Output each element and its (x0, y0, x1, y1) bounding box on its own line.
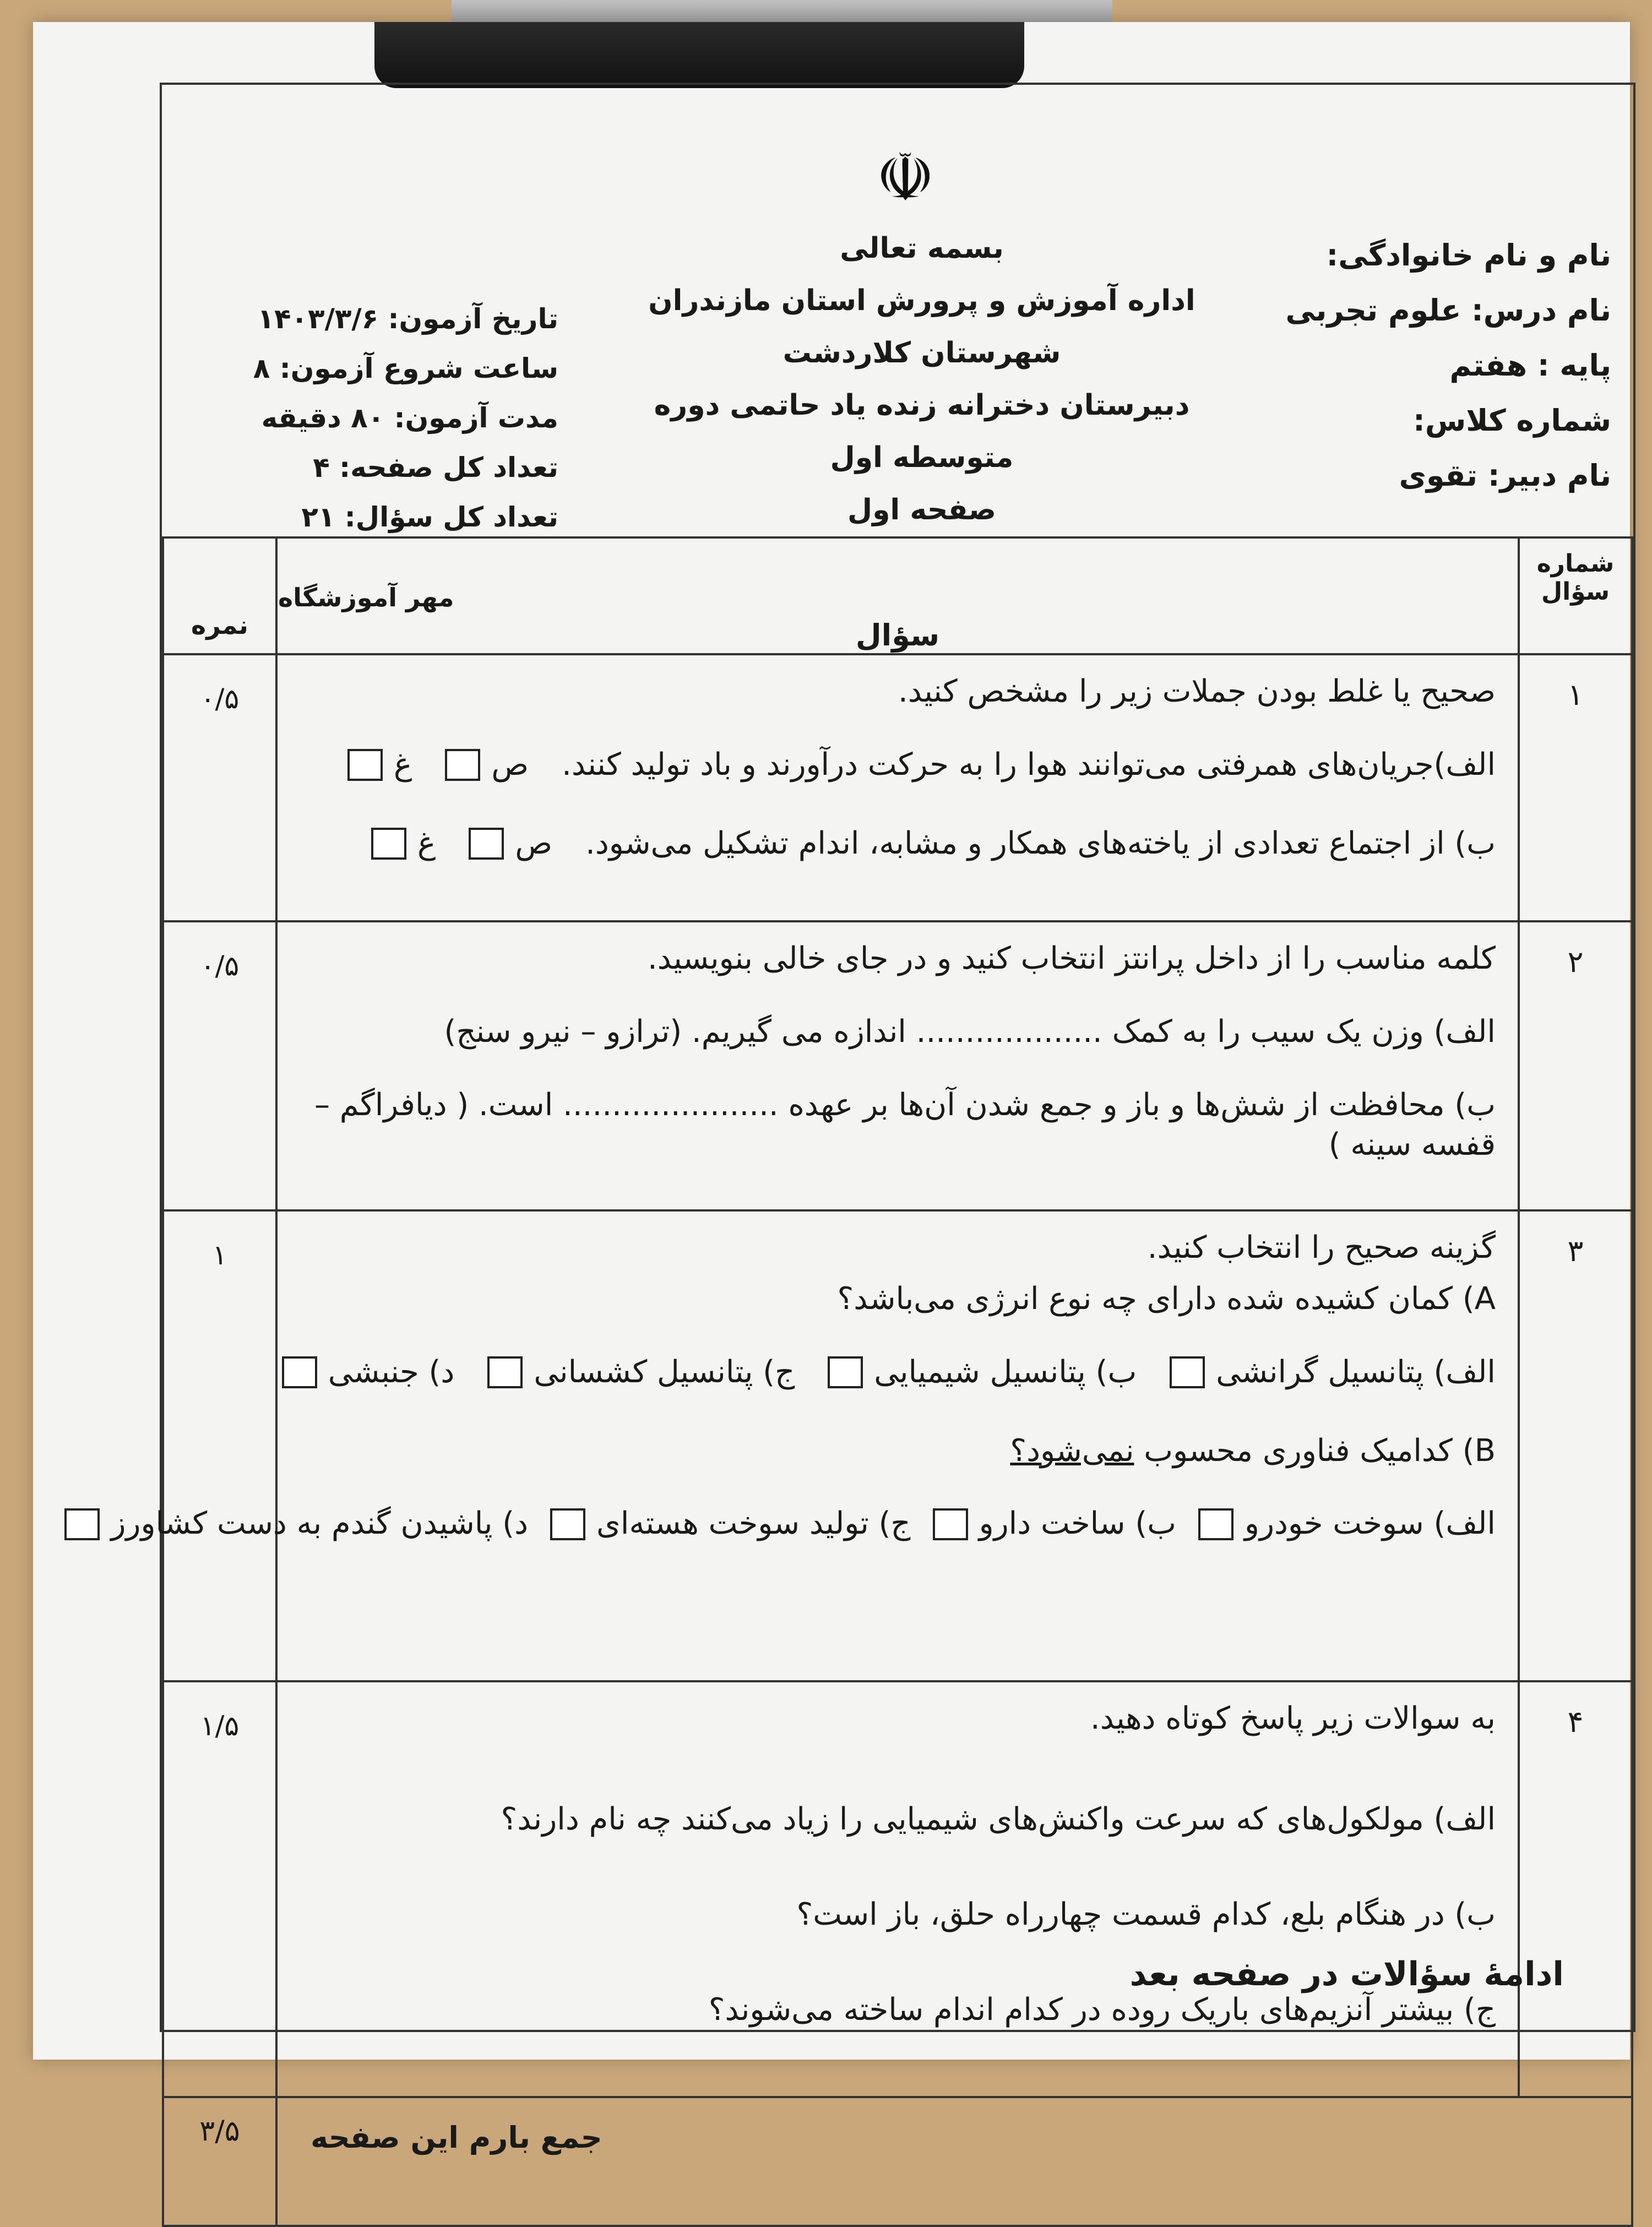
question-body (276, 654, 1519, 921)
option-label: ب) ساخت دارو (979, 1506, 1176, 1542)
option[interactable] (1170, 1353, 1496, 1393)
student-name-field: نام و نام خانوادگی: (1326, 238, 1611, 273)
table-header-row (163, 537, 1632, 654)
short-answer-c: ج) بیشتر آنزیم‌های باریک روده در کدام اندام ساخته می‌شوند؟ (708, 1991, 1496, 2028)
question-number: ۴ (1519, 1681, 1632, 2097)
true-option[interactable] (445, 745, 529, 785)
class-number-field: شماره کلاس: (1413, 403, 1611, 438)
total-pages: تعداد کل صفحه: ۴ (313, 452, 558, 484)
tf-item (300, 745, 1496, 785)
false-label: غ (417, 825, 436, 861)
duration: مدت آزمون: ۸۰ دقیقه (261, 402, 558, 434)
continue-note: ادامهٔ سؤالات در صفحه بعد (1129, 1955, 1564, 1994)
page-title: صفحه اول (847, 493, 997, 526)
fill-blank-b[interactable]: ب) محافظت از شش‌ها و باز و جمع شدن آن‌ها بر عهده ...................... است. ( دیافراگم – قفسه سینه ) (314, 1087, 1496, 1163)
checkbox[interactable] (933, 1508, 968, 1540)
options-b (111, 1504, 1496, 1544)
checkbox[interactable] (828, 1356, 863, 1388)
option[interactable] (64, 1504, 528, 1544)
option[interactable] (828, 1353, 1137, 1393)
option-label: ب) پتانسیل شیمیایی (874, 1354, 1137, 1390)
exam-date: تاریخ آزمون: ۱۴۰۳/۳/۶ (257, 303, 558, 335)
true-label: ص (515, 825, 553, 861)
sum-value: ۳/۵ (163, 2097, 276, 2226)
option-label: ج) تولید سوخت هسته‌ای (596, 1506, 911, 1542)
checkbox[interactable] (550, 1508, 585, 1540)
option-label: د) جنبشی (328, 1354, 455, 1390)
question-body (111, 1210, 1519, 1681)
question-row-1 (163, 654, 1632, 921)
question-row-3 (163, 1210, 1632, 1681)
teacher-field: نام دبیر: تقوی (1399, 458, 1611, 493)
student-info (1226, 228, 1611, 503)
question-number: ۳ (1519, 1210, 1632, 1681)
subquestion-b-emphasis: نمی‌شود؟ (1010, 1432, 1134, 1469)
checkbox[interactable] (445, 749, 480, 781)
subquestion-a: A) کمان کشیده شده دارای چه نوع انرژی می‌باشد؟ (837, 1280, 1496, 1317)
option[interactable] (282, 1353, 455, 1393)
header-score: نمره (163, 537, 276, 654)
subquestion-b-text: B) کدامیک فناوری محسوب (1134, 1432, 1496, 1469)
question-prompt: گزینه صحیح را انتخاب کنید. (1147, 1230, 1496, 1266)
checkbox[interactable] (347, 749, 383, 781)
option-label: الف) پتانسیل گرانشی (1216, 1354, 1496, 1390)
total-questions: تعداد کل سؤال: ۲۱ (301, 501, 558, 533)
city-name: شهرستان کلاردشت (782, 336, 1061, 370)
clipboard-clip (374, 22, 1024, 88)
checkbox[interactable] (487, 1356, 523, 1388)
question-score: ۰/۵ (163, 654, 276, 921)
option-label: الف) سوخت خودرو (1244, 1506, 1496, 1542)
option[interactable] (1198, 1504, 1496, 1544)
false-label: غ (393, 746, 412, 783)
short-answer-a: الف) مولکول‌های که سرعت واکنش‌های شیمیایی را زیاد می‌کنند چه نام دارند؟ (501, 1801, 1496, 1837)
grade-field: پایه : هفتم (1449, 348, 1611, 383)
options-a (300, 1353, 1496, 1393)
question-score: ۱/۵ (163, 1681, 276, 2097)
question-score: ۱ (163, 1210, 276, 1681)
school-seal: مهر آموزشگاه (278, 583, 454, 612)
question-prompt: صحیح یا غلط بودن جملات زیر را مشخص کنید. (898, 673, 1496, 709)
true-label: ص (491, 746, 529, 783)
school-name: دبیرستان دخترانه زنده یاد حاتمی دوره متوسطه اول (654, 389, 1190, 474)
exam-sheet (111, 83, 1635, 2155)
question-number: ۱ (1519, 654, 1632, 921)
subject-field: نام درس: علوم تجربی (1285, 293, 1611, 328)
question-score: ۰/۵ (163, 921, 276, 1210)
statement-text: ب) از اجتماع تعدادی از یاخته‌های همکار و مشابه، اندام تشکیل می‌شود. (585, 825, 1496, 861)
false-option[interactable] (371, 824, 436, 864)
fill-blank-a[interactable]: الف) وزن یک سیب را به کمک ................... اندازه می گیریم. (ترازو – نیرو سنج) (444, 1013, 1496, 1050)
option-label: د) پاشیدن گندم به دست کشاورز (111, 1506, 529, 1542)
tf-item (300, 824, 1496, 864)
start-time: ساعت شروع آزمون: ۸ (253, 352, 558, 384)
question-number: ۲ (1519, 921, 1632, 1210)
question-row-4 (163, 1681, 1632, 2097)
true-option[interactable] (469, 824, 552, 864)
option[interactable] (933, 1504, 1176, 1544)
question-body (276, 1681, 1519, 2097)
checkbox[interactable] (282, 1356, 317, 1388)
checkbox[interactable] (371, 828, 406, 860)
question-row-2 (163, 921, 1632, 1210)
center-header (591, 222, 1252, 536)
option[interactable] (550, 1504, 911, 1544)
question-body (276, 921, 1519, 1210)
statement-text: الف)جریان‌های همرفتی می‌توانند هوا را به حرکت درآورند و باد تولید کنند. (562, 746, 1496, 783)
question-prompt: کلمه مناسب را از داخل پرانتز انتخاب کنید و در جای خالی بنویسید. (647, 941, 1496, 976)
checkbox[interactable] (1198, 1508, 1233, 1540)
subquestion-b (300, 1431, 1496, 1471)
header-question (276, 537, 1519, 654)
sum-label: جمع بارم این صفحه (276, 2097, 1632, 2226)
sum-row (163, 2097, 1632, 2226)
short-answer-b: ب) در هنگام بلع، کدام قسمت چهارراه حلق، باز است؟ (796, 1896, 1496, 1932)
org-name: اداره آموزش و پرورش استان مازندران (648, 284, 1195, 317)
header-question-label: سؤال (855, 618, 940, 653)
checkbox[interactable] (469, 828, 504, 860)
exam-info (228, 294, 558, 542)
option[interactable] (487, 1353, 795, 1393)
exam-paper (33, 22, 1630, 2155)
option-label: ج) پتانسیل کشسانی (534, 1354, 795, 1390)
basmala: بسمه تعالی (840, 232, 1004, 265)
false-option[interactable] (347, 745, 412, 785)
question-prompt: به سوالات زیر پاسخ کوتاه دهید. (1090, 1701, 1496, 1737)
checkbox[interactable] (1170, 1356, 1205, 1388)
header-number: شماره سؤال (1519, 537, 1632, 654)
checkbox[interactable] (64, 1508, 100, 1540)
emblem-icon: ☫ (876, 140, 935, 216)
